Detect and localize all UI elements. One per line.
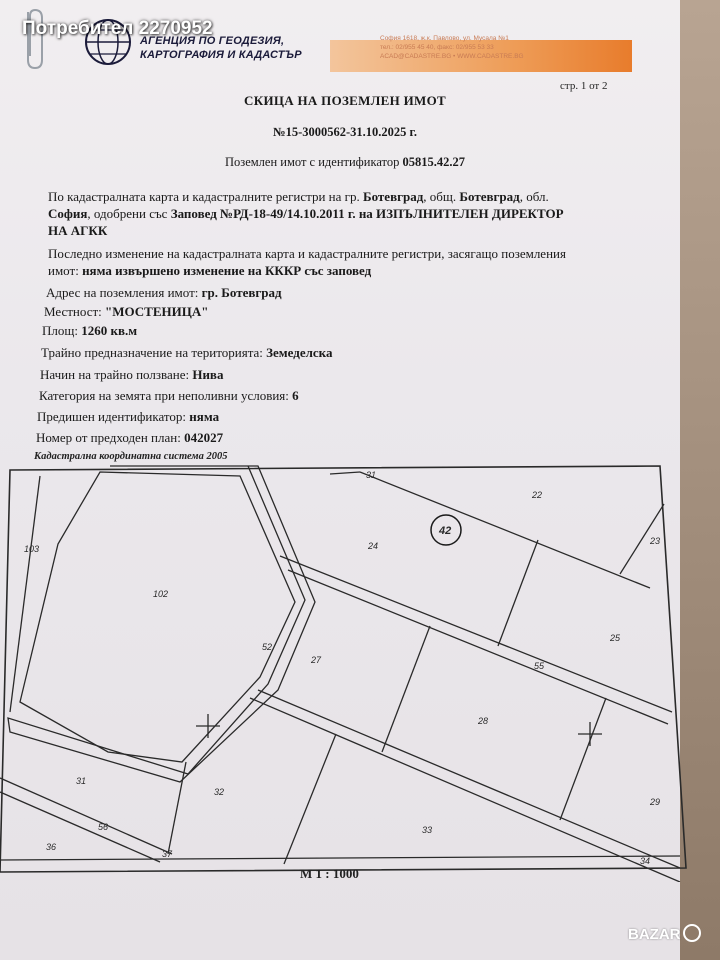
road-edge [0, 778, 172, 854]
parcel-line [168, 762, 186, 854]
cadastral-map [0, 462, 690, 882]
parcel-label: 25 [610, 633, 621, 643]
parcel-outline [8, 466, 315, 782]
parcel-label: 23 [650, 536, 661, 546]
road-edge [258, 690, 680, 868]
parcel-label: 27 [311, 655, 322, 665]
parcel-label: 56 [98, 822, 109, 832]
prev-plan-label: Номер от предходен план: [36, 430, 185, 445]
site-logo-icon [683, 924, 701, 942]
prev-plan-row [36, 430, 223, 446]
page-number: стр. 1 от 2 [560, 80, 608, 92]
road-edge [0, 792, 160, 862]
block-number: 42 [439, 525, 452, 537]
category-value: 6 [292, 388, 299, 403]
purpose-label: Трайно предназначение на територията: [41, 345, 267, 360]
parcel-line [382, 626, 430, 752]
identifier-label: Поземлен имот с идентификатор [225, 155, 403, 169]
parcel-label: 22 [532, 490, 543, 500]
address-row [46, 285, 282, 301]
category-row [39, 388, 299, 404]
parcel-label: 103 [24, 544, 40, 554]
locality-value: "МОСТЕНИЦА" [105, 304, 209, 319]
prev-id-value: няма [189, 409, 220, 424]
parcel-label: 33 [422, 825, 433, 835]
map-scale: М 1 : 1000 [300, 866, 359, 881]
address-label: Адрес на поземления имот: [46, 285, 202, 300]
parcel-line [498, 540, 538, 646]
basis-line2 [48, 205, 648, 222]
parcel-label: 102 [153, 589, 169, 599]
prev-plan-value: 042027 [184, 430, 224, 445]
parcel-label: 28 [478, 716, 489, 726]
prev-id-row [37, 409, 219, 425]
locality-row [44, 304, 208, 320]
prev-id-label: Предишен идентификатор: [37, 409, 190, 424]
identifier-value: 05815.42.27 [402, 155, 465, 169]
user-watermark: Потребител 2270952 [22, 18, 213, 39]
road-edge [288, 570, 668, 724]
document-number: №15-3000562-31.10.2025 г. [273, 125, 417, 139]
parcel-label: 31 [366, 470, 377, 480]
basis-order: Заповед №РД-18-49/14.10.2011 г. на ИЗПЪЛНИТЕЛЕН ДИРЕКТОР [170, 206, 564, 221]
parcel-outline [20, 472, 295, 762]
area-label: Площ: [42, 323, 82, 338]
basis-line1 [48, 188, 648, 205]
basis-text: , одобрени със [87, 206, 171, 221]
basis-municipality: Ботевград [459, 189, 520, 204]
usage-label: Начин на трайно ползване: [40, 367, 193, 382]
area-value: 1260 кв.м [81, 323, 138, 338]
agency-name-line2: КАРТОГРАФИЯ И КАДАСТЪР [140, 49, 302, 61]
agency-contacts [380, 34, 620, 61]
parcel-label: 29 [650, 797, 661, 807]
site-watermark-text: BAZAR [628, 926, 681, 943]
parcel-line [10, 476, 40, 712]
parcel-label: 52 [262, 642, 273, 652]
parcel-label: 31 [76, 776, 87, 786]
parcel-label: 32 [214, 787, 225, 797]
site-watermark [628, 924, 701, 943]
usage-row [40, 367, 223, 383]
area-row [42, 323, 137, 339]
basis-line3 [48, 222, 648, 239]
parcel-line [560, 698, 606, 820]
basis-city: Ботевград [362, 189, 424, 204]
parcel-label: 34 [640, 856, 651, 866]
address-value: гр. Ботевград [201, 285, 282, 300]
contact-web: ACAD@CADASTRE.BG • WWW.CADASTRE.BG [380, 53, 524, 60]
purpose-value: Земеделска [266, 345, 333, 360]
basis-paragraph [48, 188, 648, 239]
parcel-label: 36 [46, 842, 57, 852]
map-caption: Кадастрална координатна система 2005 [34, 451, 228, 462]
locality-label: Местност: [44, 304, 106, 319]
parcel-label: 37 [162, 849, 173, 859]
parcel-label: 24 [368, 541, 379, 551]
change-label: имот: [48, 263, 83, 278]
purpose-row [41, 345, 332, 361]
road-edge [250, 698, 680, 882]
basis-text: , обл. [519, 189, 549, 204]
identifier-line [0, 155, 690, 170]
parcel-line [0, 856, 680, 860]
contact-address: София 1618, ж.к. Павлово, ул. Мусала №1 [380, 35, 509, 42]
parcel-label: 55 [534, 661, 545, 671]
basis-text: , общ. [423, 189, 460, 204]
contact-phone: тел.: 02/955 45 40, факс: 02/955 53 33 [380, 44, 494, 51]
change-line2 [48, 262, 648, 279]
document-title: СКИЦА НА ПОЗЕМЛЕН ИМОТ [244, 93, 446, 108]
category-label: Категория на земята при неполивни условия: [39, 388, 293, 403]
basis-text: По кадастралната карта и кадастралните регистри на гр. [48, 189, 363, 204]
change-paragraph [48, 245, 648, 279]
basis-authority: НА АГКК [48, 223, 108, 238]
parcel-line [284, 734, 336, 864]
agency-name-line1: АГЕНЦИЯ ПО ГЕОДЕЗИЯ, [140, 35, 285, 47]
change-line1: Последно изменение на кадастралната карта и кадастралните регистри, засягащо поземления [48, 246, 566, 261]
road-edge [360, 472, 650, 588]
change-value: няма извършено изменение на КККР със заповед [82, 263, 372, 278]
usage-value: Нива [192, 367, 224, 382]
map-frame [0, 466, 686, 872]
basis-region: София [48, 206, 88, 221]
road-edge [330, 472, 360, 474]
